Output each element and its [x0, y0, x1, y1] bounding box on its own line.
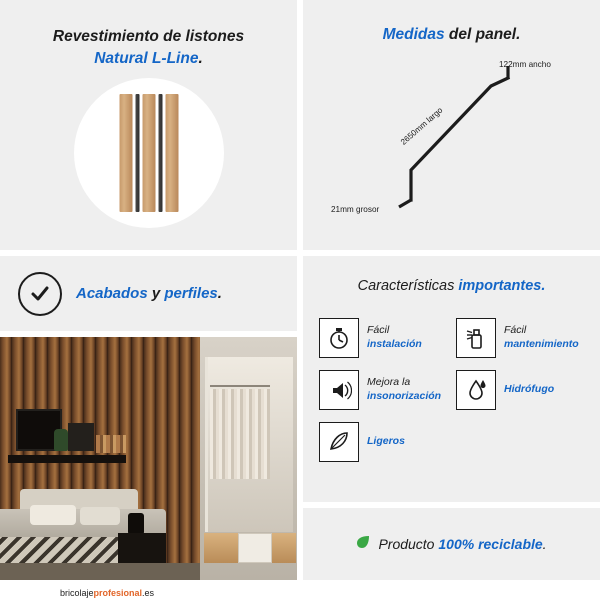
slat-groove-icon: [158, 94, 162, 212]
label-thickness: 21mm grosor: [331, 205, 380, 214]
feature-item: [456, 370, 585, 410]
leaf-icon: [356, 535, 370, 554]
feature-line2: mantenimiento: [504, 338, 579, 350]
product-title-line1: Revestimiento de listones: [52, 28, 245, 45]
measurements-title-rest: del panel.: [444, 26, 521, 43]
wood-slat-panel-photo: [119, 94, 178, 212]
feature-line2: insonorización: [367, 390, 442, 402]
recyclable-accent: 100% reciclable: [438, 536, 543, 552]
water-drop-icon: [456, 370, 496, 410]
measurements-title-accent: Medidas: [382, 26, 445, 43]
closet-rail: [210, 385, 270, 387]
label-width: 122mm ancho: [499, 60, 551, 69]
feature-text: [367, 324, 422, 351]
feature-line1: Fácil: [504, 324, 527, 337]
panel-product-intro: [0, 0, 297, 250]
plant-decor: [54, 429, 68, 451]
feature-text: [367, 435, 405, 449]
site-logo-part1: bricolaje: [60, 588, 94, 598]
feature-line2: instalación: [367, 338, 422, 350]
slat-icon: [142, 94, 155, 212]
product-photo-circle: [74, 78, 224, 228]
finishes-mid: y: [147, 285, 165, 302]
panel-measurements: [303, 0, 600, 250]
spray-cleaning-icon: [456, 318, 496, 358]
pillow: [80, 507, 120, 525]
site-logo-part2: profesional: [93, 588, 143, 598]
floor: [0, 563, 200, 580]
features-title-accent: importantes.: [458, 278, 546, 294]
feature-line2: Hidrófugo: [504, 383, 555, 396]
finishes-accent-2: perfiles: [164, 285, 218, 302]
floating-shelf: [8, 455, 126, 463]
feather-icon: [319, 422, 359, 462]
footer: [0, 586, 600, 600]
bedroom-photo: [0, 337, 297, 580]
feature-item: [319, 318, 448, 358]
recyclable-text: [378, 536, 546, 552]
feature-line1: Mejora la: [367, 376, 411, 389]
product-title-accent: Natural L-Line: [94, 50, 199, 67]
soundproof-icon: [319, 370, 359, 410]
check-circle-icon: [18, 272, 62, 316]
feature-text: [367, 376, 441, 403]
table-lamp: [128, 513, 144, 535]
features-title-plain: Características: [357, 278, 459, 294]
wall-small-frame: [68, 423, 94, 451]
finishes-accent-1: Acabados: [76, 285, 148, 302]
slat-groove-icon: [135, 94, 139, 212]
hanging-clothes: [210, 389, 270, 479]
feature-line2: Ligeros: [367, 435, 405, 448]
books-decor: [96, 435, 126, 453]
feature-item: [319, 422, 448, 462]
recyclable-end: .: [542, 536, 547, 552]
panel-recyclable: [303, 508, 600, 580]
product-title-period: .: [198, 50, 203, 67]
feature-item: [319, 370, 448, 410]
stopwatch-icon: [319, 318, 359, 358]
product-title: [0, 0, 297, 70]
slat-icon: [165, 94, 178, 212]
feature-item: [456, 318, 585, 358]
panel-features: [303, 256, 600, 502]
finishes-end: .: [217, 285, 222, 302]
recyclable-plain: Producto: [378, 536, 439, 552]
feature-text: [504, 383, 554, 397]
label-length: 2650mm largo: [399, 105, 445, 147]
panel-finishes: [0, 256, 297, 331]
features-title: [303, 256, 600, 294]
features-grid: [319, 318, 585, 462]
site-logo[interactable]: [60, 588, 154, 598]
slat-icon: [119, 94, 132, 212]
feature-text: [504, 324, 579, 351]
closet-box: [238, 533, 272, 563]
pillow: [30, 505, 76, 525]
finishes-text: [76, 285, 222, 302]
feature-line1: Fácil: [367, 324, 390, 337]
site-logo-part3: .es: [142, 588, 155, 598]
